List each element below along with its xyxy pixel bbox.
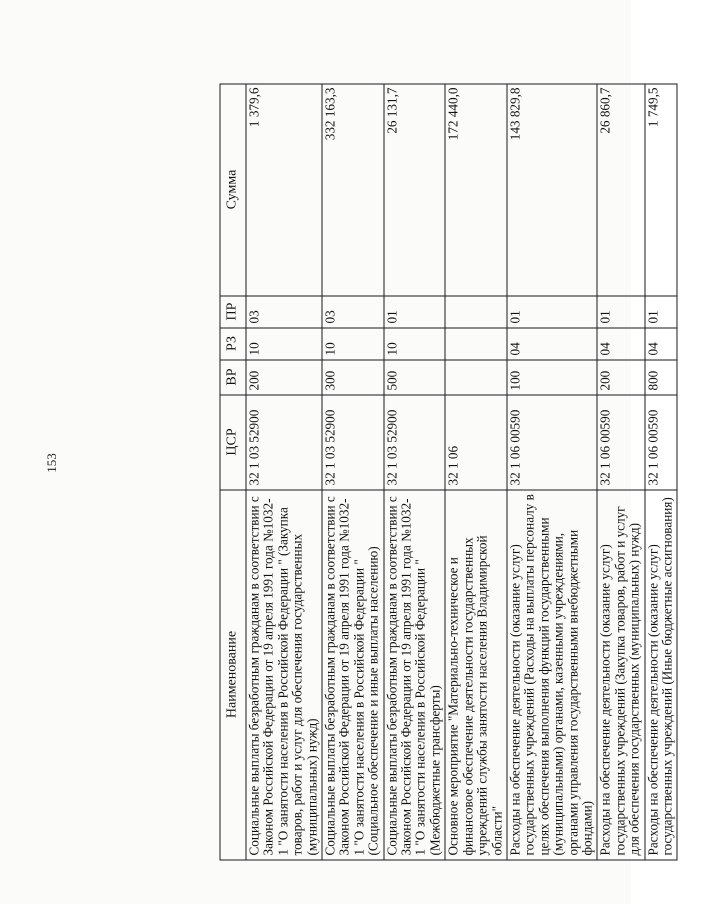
table-row — [383, 84, 445, 860]
budget-table — [219, 83, 677, 860]
row-rz: 10 — [322, 328, 384, 360]
row-sum: 172 440,0 — [445, 84, 507, 296]
row-name: Социальные выплаты безработным гражданам в соответствии с Законом Российской Федерации от 19 апреля 1991 года №1032-1 "О занятости населения в Российской Федерации " (Закупка товаров, работ и услуг для обеспечения государственных (муниципальных) нужд) — [246, 490, 322, 860]
row-pr: 03 — [246, 296, 322, 328]
header-sum: Сумма — [220, 84, 246, 296]
row-pr: 03 — [322, 296, 384, 328]
row-pr: 01 — [506, 296, 596, 328]
row-name: Основное мероприятие "Материально-техническое и финансовое обеспечение деятельности государственных учреждений службы занятости населения Владимирской области" — [445, 490, 507, 860]
header-name: Наименование — [220, 490, 246, 860]
table-row — [597, 84, 644, 860]
row-sum: 143 829,8 — [506, 84, 596, 296]
row-rz: 04 — [597, 328, 644, 360]
row-name: Расходы на обеспечение деятельности (оказание услуг) государственных учреждений (Закупка товаров, работ и услуг для обеспечения государственных (муниципальных) нужд) — [597, 490, 644, 860]
row-rz: 04 — [506, 328, 596, 360]
row-vr: 200 — [246, 360, 322, 395]
row-name: Социальные выплаты безработным гражданам в соответствии с Законом Российской Федерации от 19 апреля 1991 года №1032-1 "О занятости населения в Российской Федерации " (Межбюджетные трансферты) — [383, 490, 445, 860]
row-sum: 1 749,5 — [644, 84, 677, 296]
row-code: 32 1 06 00590 — [506, 395, 596, 490]
table-header-row — [220, 84, 246, 860]
row-rz: 10 — [383, 328, 445, 360]
row-code: 32 1 06 — [445, 395, 507, 490]
row-sum: 26 131,7 — [383, 84, 445, 296]
row-vr: 800 — [644, 360, 677, 395]
row-pr — [445, 296, 507, 328]
table-row — [246, 84, 322, 860]
row-code: 32 1 03 52900 — [383, 395, 445, 490]
row-name: Расходы на обеспечение деятельности (оказание услуг) государственных учреждений (Иные бюджетные ассигнования) — [644, 490, 677, 860]
header-pr: ПР — [220, 296, 246, 328]
row-sum: 1 379,6 — [246, 84, 322, 296]
header-vr: ВР — [220, 360, 246, 395]
row-vr: 300 — [322, 360, 384, 395]
row-rz: 10 — [246, 328, 322, 360]
row-pr: 01 — [383, 296, 445, 328]
header-rz: РЗ — [220, 328, 246, 360]
row-vr: 200 — [597, 360, 644, 395]
row-rz — [445, 328, 507, 360]
row-vr: 500 — [383, 360, 445, 395]
row-vr — [445, 360, 507, 395]
header-code: ЦСР — [220, 395, 246, 490]
row-pr: 01 — [644, 296, 677, 328]
rotated-table-container — [219, 84, 726, 860]
row-name: Социальные выплаты безработным гражданам в соответствии с Законом Российской Федерации от 19 апреля 1991 года №1032-1 "О занятости населения в Российской Федерации " (Социальное обеспечение и иные выплаты населению) — [322, 490, 384, 860]
row-code: 32 1 06 00590 — [597, 395, 644, 490]
row-code: 32 1 06 00590 — [644, 395, 677, 490]
row-vr: 100 — [506, 360, 596, 395]
row-code: 32 1 03 52900 — [246, 395, 322, 490]
table-row — [322, 84, 384, 860]
table-row — [644, 84, 677, 860]
row-rz: 04 — [644, 328, 677, 360]
row-sum: 332 163,3 — [322, 84, 384, 296]
row-name: Расходы на обеспечение деятельности (оказание услуг) государственных учреждений (Расходы на выплаты персоналу в целях обеспечения выполнения функций государственными (муниципальными) органами, казенными учреждениями, органами управления государственными внебюджетными фондами) — [506, 490, 596, 860]
row-sum: 26 860,7 — [597, 84, 644, 296]
row-pr: 01 — [597, 296, 644, 328]
table-row — [506, 84, 596, 860]
row-code: 32 1 03 52900 — [322, 395, 384, 490]
page-number: 153 — [44, 453, 59, 473]
table-row — [445, 84, 507, 860]
